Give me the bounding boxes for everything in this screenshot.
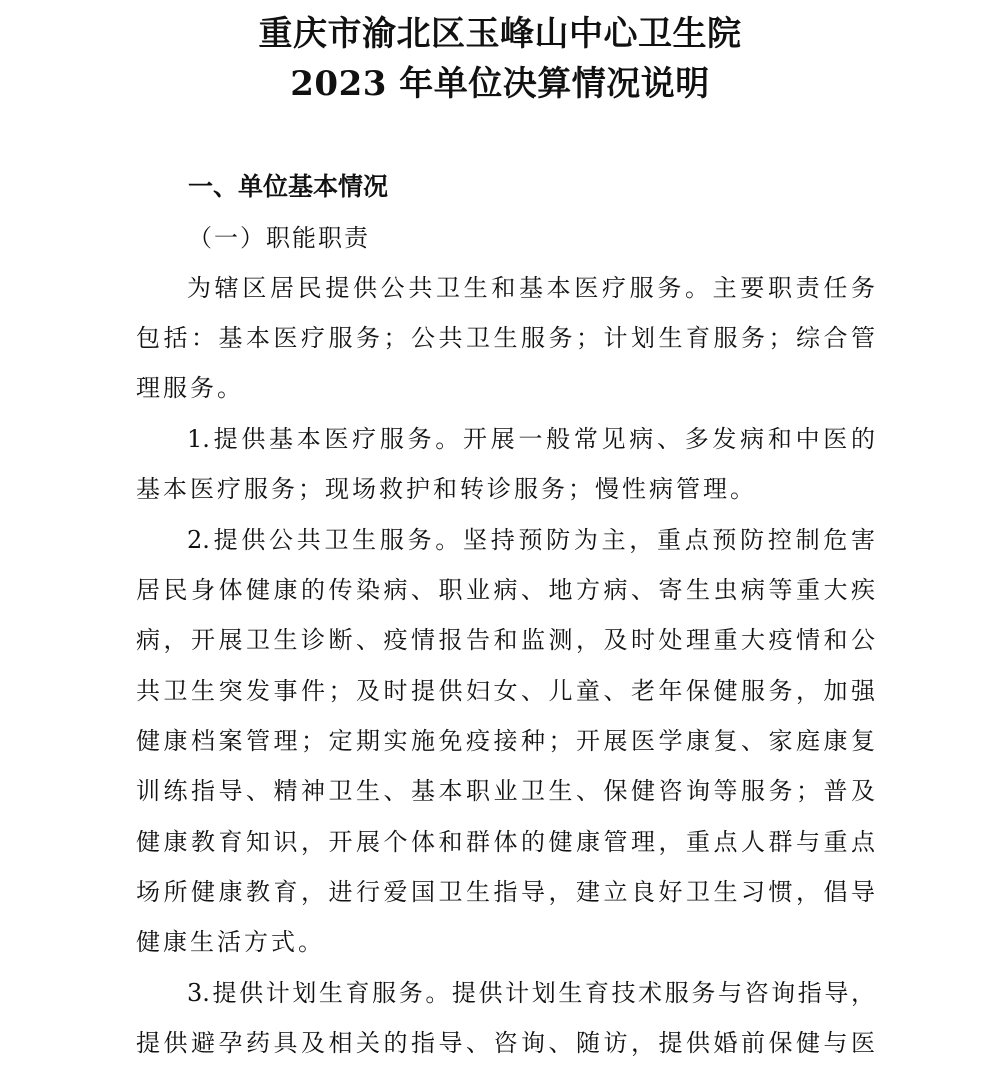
paragraph-line: 基本医疗服务；现场救护和转诊服务；慢性病管理。	[136, 475, 757, 503]
paragraph-line: 2.提供公共卫生服务。坚持预防为主，重点预防控制危害	[187, 526, 875, 554]
document-title-line-2: 2023 年单位决算情况说明	[290, 64, 710, 104]
section-heading: 一、单位基本情况	[188, 172, 389, 201]
paragraph-line: 健康档案管理；定期实施免疫接种；开展医学康复、家庭康复	[136, 727, 875, 755]
paragraph-line: 健康生活方式。	[136, 928, 325, 956]
document-title-line-1: 重庆市渝北区玉峰山中心卫生院	[258, 14, 742, 54]
paragraph-line: 为辖区居民提供公共卫生和基本医疗服务。主要职责任务	[187, 274, 875, 302]
paragraph-line: 训练指导、精神卫生、基本职业卫生、保健咨询等服务；普及	[136, 777, 875, 805]
paragraph-line: 包括：基本医疗服务；公共卫生服务；计划生育服务；综合管	[136, 324, 875, 352]
paragraph-line: 病，开展卫生诊断、疫情报告和监测，及时处理重大疫情和公	[136, 626, 875, 654]
paragraph-line: 居民身体健康的传染病、职业病、地方病、寄生虫病等重大疾	[136, 576, 875, 604]
paragraph-line: 提供避孕药具及相关的指导、咨询、随访，提供婚前保健与医	[136, 1029, 875, 1057]
paragraph-line: 场所健康教育，进行爱国卫生指导，建立良好卫生习惯，倡导	[136, 878, 875, 906]
paragraph-line: 3.提供计划生育服务。提供计划生育技术服务与咨询指导，	[187, 979, 875, 1007]
paragraph-line: 健康教育知识，开展个体和群体的健康管理，重点人群与重点	[136, 828, 875, 856]
paragraph-line: 1.提供基本医疗服务。开展一般常见病、多发病和中医的	[187, 425, 875, 453]
paragraph-line: 共卫生突发事件；及时提供妇女、儿童、老年保健服务，加强	[136, 677, 875, 705]
subsection-heading: （一）职能职责	[188, 224, 370, 252]
paragraph-line: 理服务。	[136, 374, 244, 402]
